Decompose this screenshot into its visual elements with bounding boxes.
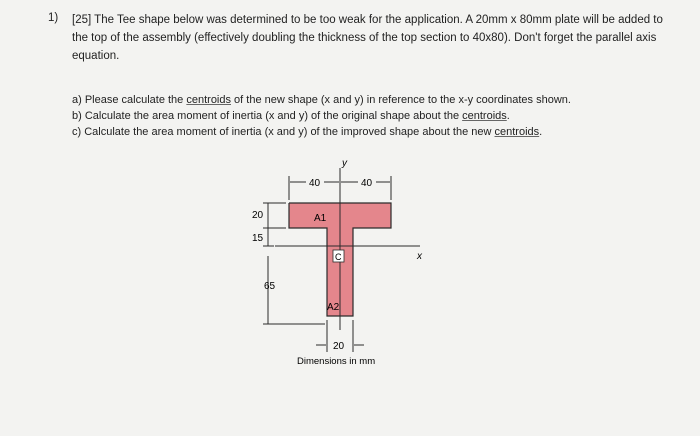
question-text: [25] The Tee shape below was determined to be too weak for the application. A 20mm x 80mm plate will be added to the top of the assembly (effectively doubling the thickness of the top section to 40x80). Don't forget the parallel axis equation. [72, 14, 663, 62]
part-a-link: centroids [186, 94, 231, 106]
dim-web-label: 65 [264, 281, 276, 292]
figure-caption: Dimensions in mm [297, 356, 376, 367]
area2-label: A2 [327, 302, 340, 313]
dim-web-width-label: 20 [333, 341, 345, 352]
part-a-text-end: of the new shape (x and y) in reference to the x-y coordinates shown. [231, 94, 571, 106]
part-b-text: b) Calculate the area moment of inertia (x and y) of the original shape about the [72, 110, 463, 122]
dim-offset-label: 15 [252, 233, 264, 244]
centroid-label: C [335, 252, 342, 262]
dim-top-left-label: 40 [309, 178, 321, 189]
part-a-text: a) Please calculate the [72, 94, 187, 106]
dim-top-right-label: 40 [361, 178, 373, 189]
x-axis-label: x [417, 251, 422, 262]
dim-flange-label: 20 [252, 210, 264, 221]
question-number: 1) [48, 12, 59, 24]
part-b-link: centroids [462, 110, 507, 122]
area1-label: A1 [314, 213, 327, 224]
part-b-text-end: . [506, 110, 510, 122]
y-axis-label: y [342, 158, 347, 169]
part-c-text-end: . [539, 126, 543, 138]
part-c-link: centroids [494, 126, 540, 138]
part-c-text: c) Calculate the area moment of inertia (x and y) of the improved shape about the new [72, 126, 495, 138]
